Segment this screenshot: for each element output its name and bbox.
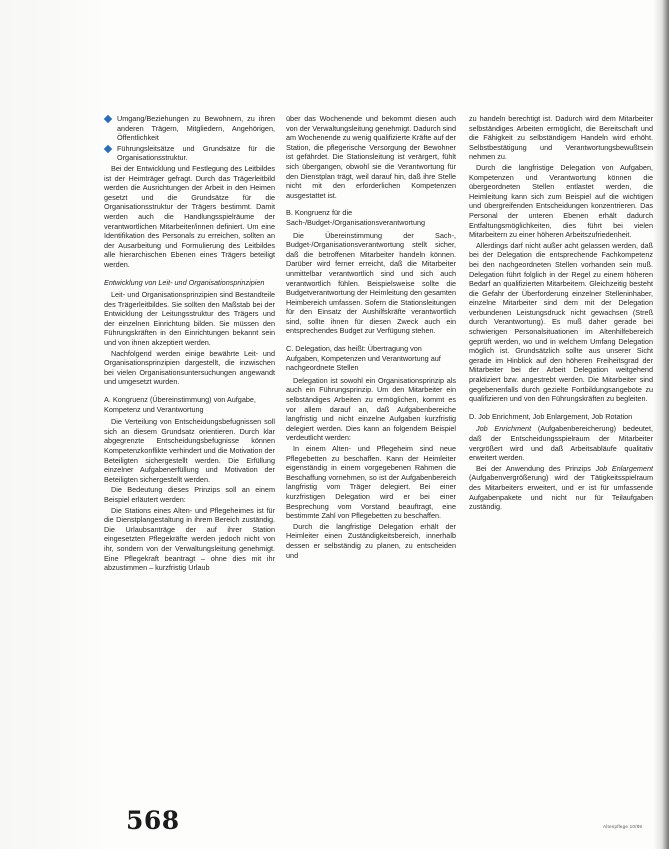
section-heading: C. Delegation, das heißt: Übertragung von Aufgaben, Kompetenzen und Verantwortung auf nachgeordnete Stellen xyxy=(286,344,441,373)
text-column-1 xyxy=(104,114,275,574)
section-heading: A. Kongruenz (Übereinstimmung) von Aufgabe, Kompetenz und Verantwortung xyxy=(104,395,256,414)
section-heading: B. Kongruenz für die Sach-/Budget-/Organisationsverantwortung xyxy=(286,208,426,227)
journal-footer: Altenpflege 10/89 xyxy=(603,824,643,829)
paragraph: über das Wochenende und bekommt diesen auch von der Verwaltungsleitung genehmigt. Dadurch sind am Wochenende zu wenig qualifizierte Kräfte auf der Station, die pflegerische Versorgung der Bewohner ist gefährdet. Die Stationsleitung ist verärgert, fühlt sich übergangen, obwohl sie die Verantwortung für den Dienstplan trägt, weil darauf hin, daß ihre Stelle nicht mit den erforderlichen Kompetenzen ausgestattet ist. xyxy=(286,114,456,200)
paragraph xyxy=(469,424,653,462)
paragraph: Die Bedeutung dieses Prinzips soll an einem Beispiel erläutert werden: xyxy=(104,485,275,504)
paragraph-text: Bei der Anwendung des Prinzips xyxy=(476,463,596,473)
emphasis-term: Job Enlargement xyxy=(595,463,654,473)
paragraph xyxy=(469,464,653,512)
paragraph: Durch die langfristige Delegation von Aufgaben, Kompetenzen und Verantwortung können die übergeordneten Stellen entlastet werden, die Heimleitung kann sich zum Beispiel auf die wichtigen und übergreifenden Entscheidungen konzentrieren. Das Personal der unteren Ebenen erhält dadurch Entfaltungsmöglichkeiten, dies führt bei vielen Mitarbeitern zu einer höheren Arbeitszufriedenheit. xyxy=(469,162,653,240)
paragraph: Leit- und Organisationsprinzipien sind Bestandteile des Trägerleitbildes. Sie sollten den Maßstab bei der Entwicklung der Leitungsstruktur des Trägers und der einzelnen Einrichtung bilden. Sie müssen den Führungskräften in den Einrichtungen bekannt sein und von ihnen akzeptiert werden. xyxy=(104,290,275,348)
paragraph: Die Übereinstimmung der Sach-, Budget-/Organisationsverantwortung stellt sicher, daß die betroffenen Mitarbeiter handeln können. Darüber wird ferner erreicht, daß die Mitarbeiter unmittelbar verantwortlich sind und sich auch verantwortlich fühlen. Beispielsweise sollte die Budgetverantwortung der Heimleitung den gesamten Heimbereich umfassen. Sofern die Stationsleitungen für den Einsatz der Aushilfskräfte verantwortlich sind, sollte ihnen für diesen Zweck auch ein entsprechendes Budget zur Verfügung stehen. xyxy=(286,230,456,336)
paragraph-text: (Aufgabenvergrößerung) wird der Tätigkeitsspielraum des Mitarbeiters erweitert, und er ist für umfassende Aufgabenpakete und nicht nur für Teilaufgaben zuständig. xyxy=(469,473,653,512)
text-column-3 xyxy=(469,114,653,513)
paragraph: Durch die langfristige Delegation erhält der Heimleiter einen Zuständigkeitsbereich, innerhalb dessen er selbständig zu planen, zu entscheiden und xyxy=(286,521,456,560)
paragraph: Bei der Entwicklung und Festlegung des Leitbildes ist der Heimträger gefragt. Durch das Trägerleitbild werden die Ausrichtungen der Arbeit in den Heimen gesetzt und die Grundsätze für die Organisationsstruktur der Trägers bestimmt. Damit werden auch die Handlungsspielräume der verantwortlichen Mitarbeiter/innen definiert. Um eine Identifikation des Personals zu erreichen, sollten an der Ausarbeitung und Formulierung des Leitbildes alle hierarchischen Ebenen eines Trägers beteiligt werden. xyxy=(104,163,275,269)
page-number: 568 xyxy=(126,806,180,835)
bullet-text: Führungsleitsätze und Grundsätze für die Organisationsstruktur. xyxy=(117,143,275,163)
bullet-item xyxy=(104,114,275,143)
bullet-diamond-icon xyxy=(104,115,112,123)
paragraph-text: (Aufgabenbereicherung) bedeutet, daß der Entscheidungsspielraum der Mitarbeiter vergrößert wird und daß Arbeitsabläufe qualitativ erweitert werden. xyxy=(469,424,653,463)
paragraph: Allerdings darf nicht außer acht gelassen werden, daß bei der Delegation die entsprechende Fachkompetenz bei den nachgeordneten Stellen vorhanden sein muß. Delegation führt folglich in der Regel zu einem höheren Bedarf an qualifizierten Mitarbeitern. Gleichzeitig besteht die Gefahr der Überforderung einzelner Stelleninhaber, einzelne Mitarbeiter sind dem mit der Delegation verbundenen Leistungsdruck nicht gewachsen (Streß durch Verantwortung). Es muß daher gerade bei schwierigen Personalsituationen im Altenhilfebereich geprüft werden, wo und in welchem Umfang Delegation möglich ist. Grundsätzlich sollte aus unserer Sicht gerade im Hinblick auf den höheren Freiheitsgrad der Mitarbeiter bei der Arbeit Delegation weitgehend praktiziert bzw. angestrebt werden. Die Mitarbeiter sind gegebenenfalls durch gezielte Fortbildungsangebote zu qualifizieren und von den Führungskräften zu begleiten. xyxy=(469,240,653,404)
page-gutter-shadow xyxy=(653,0,669,849)
emphasis-term: Job Enrichment xyxy=(476,424,532,434)
page-left-shade xyxy=(0,0,104,849)
bullet-item xyxy=(104,144,275,163)
section-heading: Entwicklung von Leit- und Organisationsprinzipien xyxy=(104,277,265,287)
paragraph: Delegation ist sowohl ein Organisationsprinzip als auch ein Führungsprinzip. Um den Mitarbeiter ein selbständiges Arbeiten zu ermöglichen, kommt es vor allem darauf an, daß Aufgabenbereiche langfristig und nicht einzelne Aufgaben kurzfristig delegiert werden. Dies kann an folgendem Beispiel verdeutlicht werden: xyxy=(286,375,456,443)
paragraph: Die Stations eines Alten- und Pflegeheimes ist für die Dienstplangestaltung in ihrem Bereich zuständig. Die Urlaubsanträge der auf ihrer Station eingesetzten Pflegekräfte werden jedoch nicht von ihr, sondern von der Verwaltungsleitung genehmigt. Eine Pflegekraft beantragt – ohne dies mit ihr abzustimmen – kurzfristig Urlaub xyxy=(104,505,275,573)
bullet-text: Umgang/Beziehungen zu Bewohnern, zu ihren anderen Trägern, Mitgliedern, Angehörigen, Öffentlichkeit xyxy=(117,114,275,143)
bullet-diamond-icon xyxy=(104,145,112,153)
paragraph: zu handeln berechtigt ist. Dadurch wird dem Mitarbeiter selbständiges Arbeiten ermöglicht, die Bereitschaft und die Fähigkeit zu selbständigem Handeln wird erhöht. Selbstbestätigung und Verantwortungsbewußtsein nehmen zu. xyxy=(469,114,653,162)
paragraph: Die Verteilung von Entscheidungsbefugnissen soll sich an diesem Grundsatz orientieren. Durch klar abgegrenzte Entscheidungsbefugnisse können Kompetenzkonflikte verhindert und die Motivation der Beteiligten sichergestellt werden. Die Erfüllung einzelner Aufgabenerfüllung und Motivation der Beteiligten sichergestellt werden. xyxy=(104,417,275,484)
text-column-2 xyxy=(286,114,456,561)
paragraph: In einem Alten- und Pflegeheim sind neue Pflegebetten zu beschaffen. Kann der Heimleiter eigenständig in einem vorgegebenen Rahmen die Beschaffung vornehmen, so ist der Aufgabenbereich langfristig vom Träger delegiert. Bei einer kurzfristigen Delegation wird er bei einer Besprechung vom Vorstand beauftragt, eine bestimmte Zahl von Pflegebetten zu beschaffen. xyxy=(286,444,456,521)
paragraph: Nachfolgend werden einige bewährte Leit- und Organisationsprinzipien dargestellt, die inzwischen bei vielen Organisationsuntersuchungen angewandt und umgesetzt wurden. xyxy=(104,348,275,387)
section-heading: D. Job Enrichment, Job Enlargement, Job Rotation xyxy=(469,411,633,421)
